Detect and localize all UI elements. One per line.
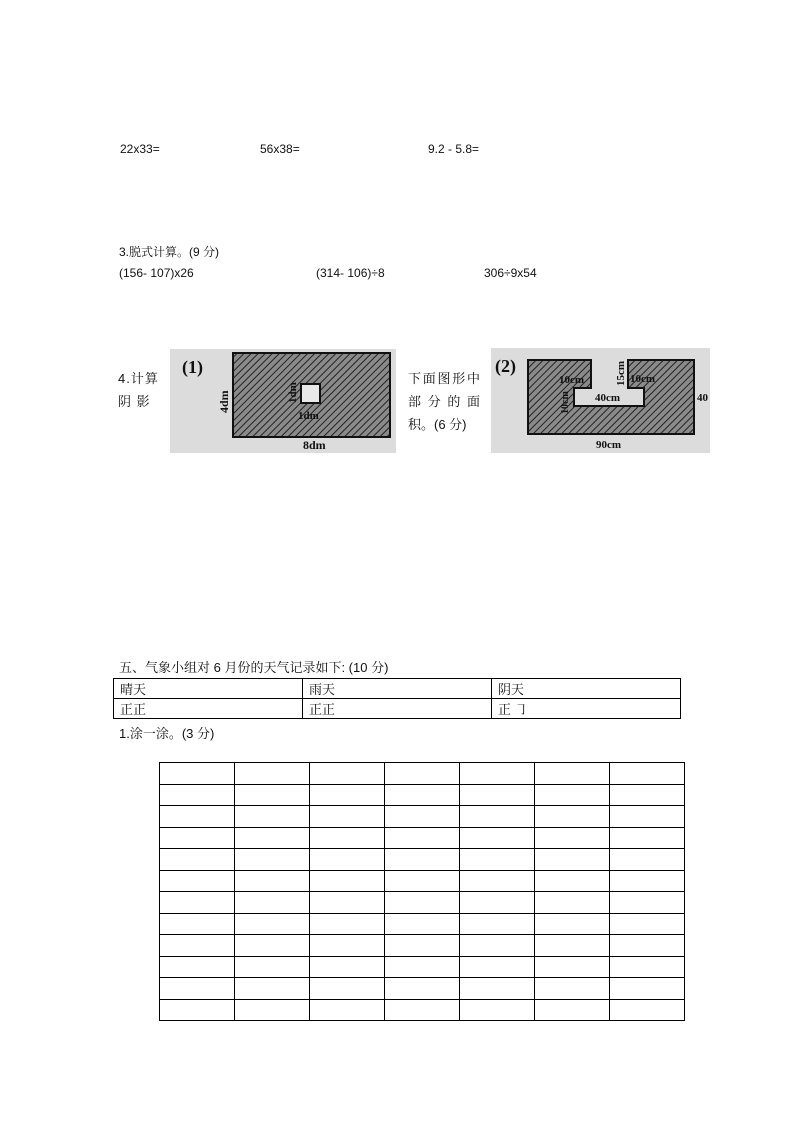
grid-cell[interactable] [385, 806, 460, 828]
grid-cell[interactable] [235, 806, 310, 828]
hole-square [301, 384, 320, 403]
grid-cell[interactable] [385, 870, 460, 892]
grid-cell[interactable] [610, 784, 685, 806]
grid-cell[interactable] [310, 978, 385, 1000]
grid-cell[interactable] [535, 956, 610, 978]
tally-rainy: 正正 [303, 699, 492, 719]
grid-cell[interactable] [235, 999, 310, 1021]
grid-cell[interactable] [610, 763, 685, 785]
figure-2-top-right-label: 10cm [630, 373, 656, 385]
section3-heading: 3.脱式计算。(9 分) [119, 245, 220, 259]
grid-cell[interactable] [385, 978, 460, 1000]
grid-cell[interactable] [460, 806, 535, 828]
grid-cell[interactable] [235, 784, 310, 806]
grid-cell[interactable] [310, 892, 385, 914]
grid-cell[interactable] [310, 956, 385, 978]
grid-cell[interactable] [235, 935, 310, 957]
grid-row [160, 935, 685, 957]
grid-cell[interactable] [535, 978, 610, 1000]
figure-2-right-label: 40 [697, 392, 708, 404]
section5-heading: 五、气象小组对 6 月份的天气记录如下: (10 分) [119, 660, 389, 675]
grid-cell[interactable] [610, 892, 685, 914]
grid-cell[interactable] [160, 913, 235, 935]
figure-1-hole-side-label: 1dm [287, 382, 299, 403]
grid-cell[interactable] [385, 956, 460, 978]
section4-right-text: 下面图形中部 分 的 面积。(6 分) [408, 371, 480, 432]
grid-cell[interactable] [385, 784, 460, 806]
coloring-grid[interactable] [159, 762, 685, 1021]
grid-cell[interactable] [310, 870, 385, 892]
grid-cell[interactable] [460, 849, 535, 871]
header-sunny: 晴天 [114, 679, 303, 699]
grid-cell[interactable] [610, 978, 685, 1000]
step-calc-2: (314- 106)÷8 [316, 266, 385, 280]
grid-cell[interactable] [310, 999, 385, 1021]
grid-cell[interactable] [310, 935, 385, 957]
calc-item-1: 22x33= [120, 142, 160, 156]
grid-cell[interactable] [610, 999, 685, 1021]
header-rainy: 雨天 [303, 679, 492, 699]
grid-cell[interactable] [535, 784, 610, 806]
grid-cell[interactable] [160, 956, 235, 978]
grid-row [160, 870, 685, 892]
grid-cell[interactable] [610, 956, 685, 978]
grid-cell[interactable] [235, 763, 310, 785]
grid-row [160, 827, 685, 849]
grid-cell[interactable] [535, 806, 610, 828]
grid-cell[interactable] [535, 913, 610, 935]
grid-cell[interactable] [160, 870, 235, 892]
grid-row [160, 849, 685, 871]
grid-cell[interactable] [385, 913, 460, 935]
grid-cell[interactable] [460, 763, 535, 785]
grid-cell[interactable] [160, 999, 235, 1021]
figure-1-hole-bottom-label: 1dm [298, 410, 319, 422]
grid-cell[interactable] [535, 999, 610, 1021]
grid-cell[interactable] [535, 827, 610, 849]
figure-1-shaded-rectangle [170, 349, 396, 453]
grid-cell[interactable] [235, 827, 310, 849]
grid-cell[interactable] [310, 784, 385, 806]
calc-item-3: 9.2 - 5.8= [428, 142, 480, 156]
figure-1-side-label: 4dm [217, 390, 231, 413]
figure-2-label: (2) [495, 356, 516, 376]
grid-cell[interactable] [235, 978, 310, 1000]
grid-row [160, 806, 685, 828]
figure-2-inner-side-label: 10cm [560, 391, 571, 414]
weather-record-table [113, 678, 681, 719]
figure-2-inner-bottom-label: 40cm [595, 392, 621, 404]
grid-cell[interactable] [460, 913, 535, 935]
grid-cell[interactable] [310, 806, 385, 828]
grid-cell[interactable] [235, 913, 310, 935]
grid-cell[interactable] [610, 849, 685, 871]
grid-cell[interactable] [610, 870, 685, 892]
grid-cell[interactable] [610, 935, 685, 957]
grid-cell[interactable] [460, 999, 535, 1021]
grid-cell[interactable] [460, 892, 535, 914]
grid-cell[interactable] [610, 827, 685, 849]
grid-cell[interactable] [385, 892, 460, 914]
grid-cell[interactable] [610, 913, 685, 935]
grid-cell[interactable] [160, 978, 235, 1000]
tally-cloudy: 正 ㇆ [492, 699, 681, 719]
calc-item-2: 56x38= [260, 142, 300, 156]
grid-cell[interactable] [460, 956, 535, 978]
grid-row [160, 784, 685, 806]
grid-row [160, 913, 685, 935]
grid-cell[interactable] [535, 763, 610, 785]
grid-cell[interactable] [310, 913, 385, 935]
grid-cell[interactable] [535, 935, 610, 957]
figure-2-bottom-label: 90cm [596, 439, 622, 451]
grid-cell[interactable] [385, 935, 460, 957]
step-calc-1: (156- 107)x26 [119, 266, 194, 280]
grid-cell[interactable] [160, 784, 235, 806]
grid-cell[interactable] [460, 827, 535, 849]
grid-cell[interactable] [385, 763, 460, 785]
section4-left-text: 4.计算阴 影 [118, 371, 159, 409]
table-row [114, 699, 681, 719]
grid-cell[interactable] [235, 956, 310, 978]
figure-1-label: (1) [182, 357, 203, 377]
grid-cell[interactable] [460, 784, 535, 806]
section5-sub1: 1.涂一涂。(3 分) [119, 726, 215, 741]
grid-cell[interactable] [535, 870, 610, 892]
grid-cell[interactable] [235, 892, 310, 914]
header-cloudy: 阴天 [492, 679, 681, 699]
grid-row [160, 978, 685, 1000]
grid-cell[interactable] [160, 849, 235, 871]
grid-cell[interactable] [385, 827, 460, 849]
grid-row [160, 999, 685, 1021]
figure-2-top-left-label: 10cm [559, 374, 585, 386]
grid-cell[interactable] [385, 999, 460, 1021]
figure-1-bottom-label: 8dm [303, 438, 326, 452]
grid-row [160, 763, 685, 785]
grid-cell[interactable] [160, 892, 235, 914]
grid-cell[interactable] [310, 827, 385, 849]
grid-cell[interactable] [385, 849, 460, 871]
grid-cell[interactable] [160, 935, 235, 957]
grid-cell[interactable] [460, 870, 535, 892]
grid-row [160, 892, 685, 914]
grid-cell[interactable] [235, 870, 310, 892]
grid-cell[interactable] [235, 849, 310, 871]
tally-sunny: 正正 [114, 699, 303, 719]
grid-cell[interactable] [160, 827, 235, 849]
grid-cell[interactable] [310, 763, 385, 785]
grid-cell[interactable] [460, 978, 535, 1000]
table-row [114, 679, 681, 699]
grid-cell[interactable] [460, 935, 535, 957]
grid-cell[interactable] [160, 763, 235, 785]
grid-cell[interactable] [310, 849, 385, 871]
grid-row [160, 956, 685, 978]
grid-cell[interactable] [535, 849, 610, 871]
grid-cell[interactable] [535, 892, 610, 914]
grid-cell[interactable] [160, 806, 235, 828]
figure-2-top-mid-label: 15cm [615, 360, 627, 386]
figure-2-shaded-shape [491, 348, 710, 453]
step-calc-3: 306÷9x54 [484, 266, 537, 280]
grid-cell[interactable] [610, 806, 685, 828]
